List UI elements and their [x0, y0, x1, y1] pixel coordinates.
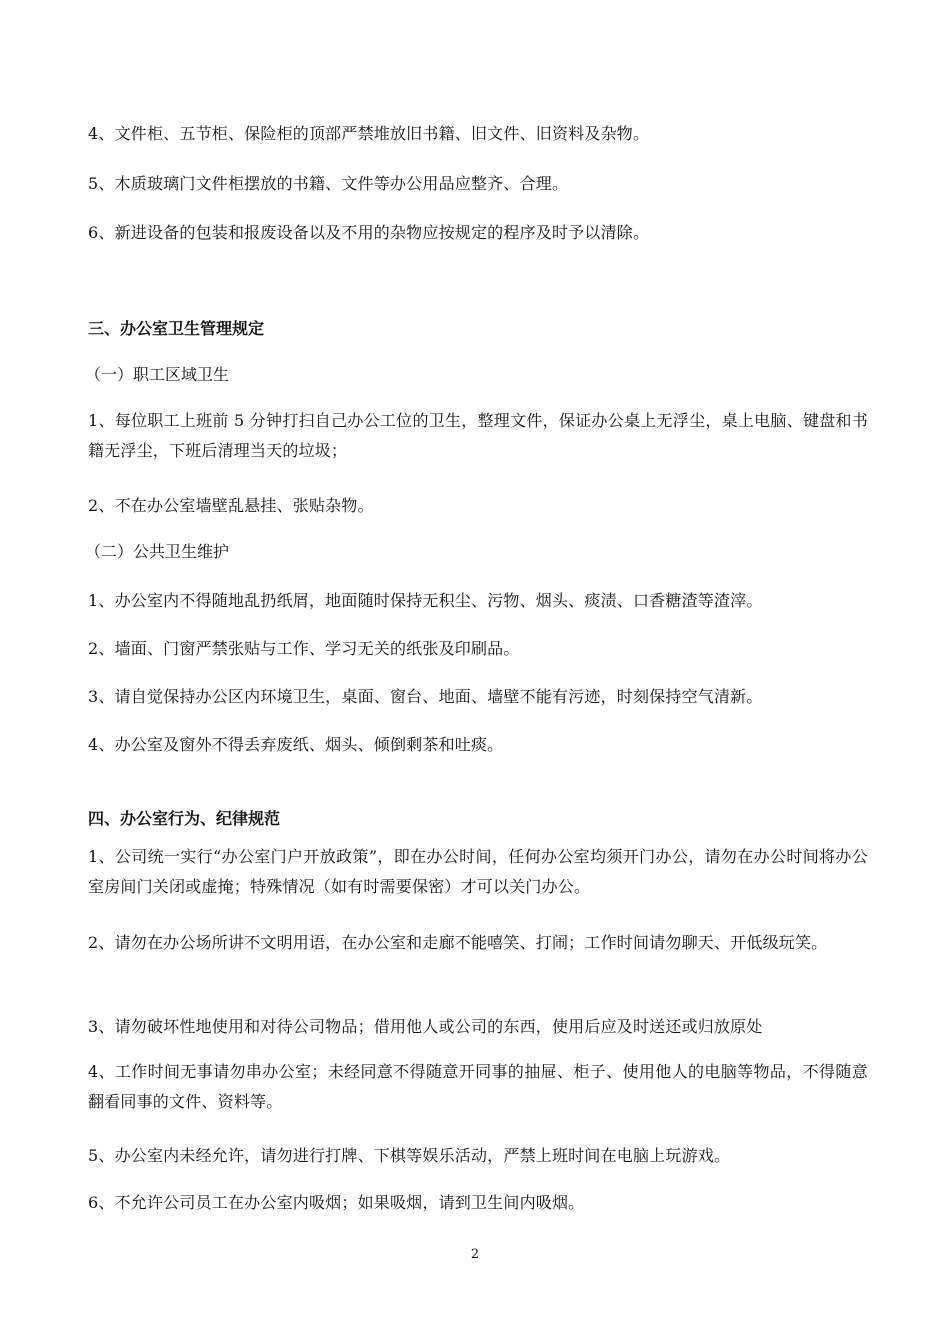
sec4-item-1: 1、公司统一实行“办公室门户开放政策”，即在办公时间，任何办公室均须开门办公，请勿在办公时间将办公室房间门关闭或虚掩；特殊情况（如有时需要保密）才可以关门办公。	[88, 847, 868, 896]
sec3-sub2-item-2: 2、墙面、门窗严禁张贴与工作、学习无关的纸张及印刷品。	[88, 639, 520, 658]
sec2-item-4: 4、文件柜、五节柜、保险柜的顶部严禁堆放旧书籍、旧文件、旧资料及杂物。	[88, 124, 650, 143]
sec3-sub2-item-3: 3、请自觉保持办公区内环境卫生，桌面、窗台、地面、墙壁不能有污迹，时刻保持空气清新。	[88, 687, 763, 706]
sec4-item-5: 5、办公室内未经允许，请勿进行打牌、下棋等娱乐活动，严禁上班时间在电脑上玩游戏。	[88, 1146, 731, 1165]
section-4-heading: 四、办公室行为、纪律规范	[88, 809, 281, 828]
sec3-sub2-item-1: 1、办公室内不得随地乱扔纸屑，地面随时保持无积尘、污物、烟头、痰渍、口香糖渣等渣滓。	[88, 591, 763, 610]
sec2-item-5: 5、木质玻璃门文件柜摆放的书籍、文件等办公用品应整齐、合理。	[88, 174, 569, 193]
section-3-subheading-2: （二）公共卫生维护	[85, 542, 230, 561]
sec3-sub1-item-2: 2、不在办公室墙壁乱悬挂、张贴杂物。	[88, 496, 374, 515]
sec3-sub1-item-1: 1、每位职工上班前 5 分钟打扫自己办公工位的卫生，整理文件，保证办公桌上无浮尘，桌上电脑、键盘和书籍无浮尘，下班后清理当天的垃圾；	[88, 411, 868, 460]
sec4-item-6: 6、不允许公司员工在办公室内吸烟；如果吸烟，请到卫生间内吸烟。	[88, 1193, 585, 1212]
sec4-item-2: 2、请勿在办公场所讲不文明用语，在办公室和走廊不能嘻笑、打闹；工作时间请勿聊天、开低级玩笑。	[88, 933, 828, 952]
sec4-item-3: 3、请勿破坏性地使用和对待公司物品；借用他人或公司的东西，使用后应及时送还或归放原处	[88, 1017, 763, 1036]
sec4-item-4: 4、工作时间无事请勿串办公室；未经同意不得随意开同事的抽屉、柜子、使用他人的电脑等物品，不得随意翻看同事的文件、资料等。	[88, 1062, 868, 1111]
section-3-subheading-1: （一）职工区域卫生	[85, 365, 230, 384]
sec3-sub2-item-4: 4、办公室及窗外不得丢弃废纸、烟头、倾倒剩茶和吐痰。	[88, 735, 504, 754]
page-number: 2	[470, 1247, 480, 1262]
section-3-heading: 三、办公室卫生管理规定	[88, 319, 265, 338]
sec2-item-6: 6、新进设备的包装和报废设备以及不用的杂物应按规定的程序及时予以清除。	[88, 223, 650, 242]
